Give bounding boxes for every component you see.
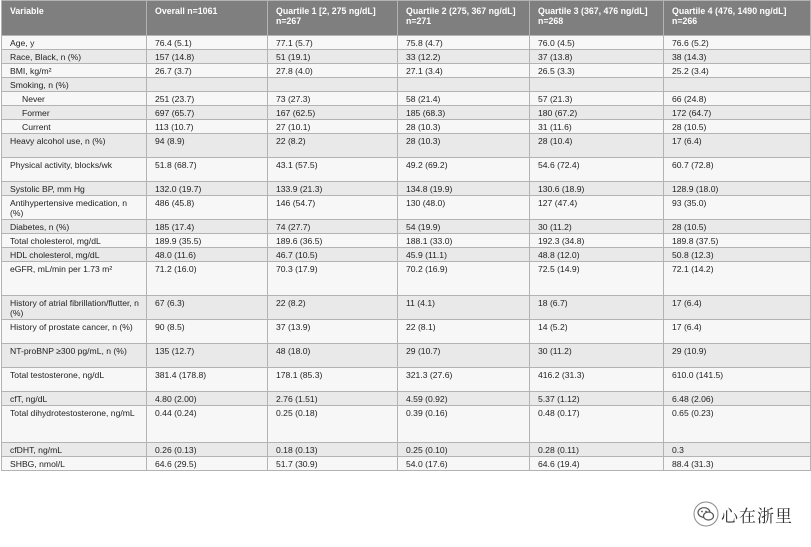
table-row-race-black xyxy=(2,50,811,64)
cell-quartile-4: 17 (6.4) xyxy=(664,320,811,344)
cell-overall: 486 (45.8) xyxy=(147,196,268,220)
cell-quartile-4: 0.3 xyxy=(664,443,811,457)
cell-overall: 48.0 (11.6) xyxy=(147,248,268,262)
cell-quartile-1: 43.1 (57.5) xyxy=(268,158,398,182)
cell-quartile-2 xyxy=(398,78,530,92)
cell-quartile-2: 45.9 (11.1) xyxy=(398,248,530,262)
cell-quartile-3: 57 (21.3) xyxy=(530,92,664,106)
cell-quartile-1: 37 (13.9) xyxy=(268,320,398,344)
cell-overall: 64.6 (29.5) xyxy=(147,457,268,471)
cell-quartile-3: 130.6 (18.9) xyxy=(530,182,664,196)
cell-quartile-2: 54.0 (17.6) xyxy=(398,457,530,471)
table-row-prostate-cancer xyxy=(2,320,811,344)
cell-quartile-2: 185 (68.3) xyxy=(398,106,530,120)
cell-quartile-3: 180 (67.2) xyxy=(530,106,664,120)
cell-quartile-4 xyxy=(664,78,811,92)
header-quartile-3: Quartile 3 (367, 476 ng/dL] n=268 xyxy=(530,1,664,36)
cell-overall xyxy=(147,78,268,92)
cell-quartile-1 xyxy=(268,78,398,92)
cell-quartile-1: 46.7 (10.5) xyxy=(268,248,398,262)
cell-quartile-2: 11 (4.1) xyxy=(398,296,530,320)
watermark-text: 心在浙里 xyxy=(721,506,793,527)
table-row-total-testosterone xyxy=(2,368,811,392)
row-label: cfDHT, ng/mL xyxy=(2,443,147,457)
cell-quartile-3: 18 (6.7) xyxy=(530,296,664,320)
cell-overall: 4.80 (2.00) xyxy=(147,392,268,406)
watermark xyxy=(693,500,809,528)
cell-quartile-4: 6.48 (2.06) xyxy=(664,392,811,406)
cell-quartile-3: 127 (47.4) xyxy=(530,196,664,220)
row-label: Race, Black, n (%) xyxy=(2,50,147,64)
cell-overall: 0.44 (0.24) xyxy=(147,406,268,443)
cell-quartile-1: 167 (62.5) xyxy=(268,106,398,120)
cell-quartile-2: 28 (10.3) xyxy=(398,134,530,158)
table-row-cft xyxy=(2,392,811,406)
row-label: Diabetes, n (%) xyxy=(2,220,147,234)
cell-quartile-3: 5.37 (1.12) xyxy=(530,392,664,406)
cell-quartile-4: 0.65 (0.23) xyxy=(664,406,811,443)
header-quartile-1: Quartile 1 [2, 275 ng/dL] n=267 xyxy=(268,1,398,36)
cell-quartile-1: 27 (10.1) xyxy=(268,120,398,134)
table-row-nt-probnp xyxy=(2,344,811,368)
cell-quartile-3 xyxy=(530,78,664,92)
cell-quartile-4: 28 (10.5) xyxy=(664,120,811,134)
cell-quartile-4: 17 (6.4) xyxy=(664,134,811,158)
cell-quartile-2: 22 (8.1) xyxy=(398,320,530,344)
wechat-logo-icon xyxy=(693,501,719,527)
cell-quartile-1: 189.6 (36.5) xyxy=(268,234,398,248)
table-row-heavy-alcohol xyxy=(2,134,811,158)
cell-overall: 90 (8.5) xyxy=(147,320,268,344)
cell-quartile-1: 27.8 (4.0) xyxy=(268,64,398,78)
cell-overall: 71.2 (16.0) xyxy=(147,262,268,296)
cell-quartile-1: 51 (19.1) xyxy=(268,50,398,64)
cell-overall: 94 (8.9) xyxy=(147,134,268,158)
baseline-characteristics-table xyxy=(1,0,811,471)
cell-quartile-3: 30 (11.2) xyxy=(530,220,664,234)
cell-quartile-2: 130 (48.0) xyxy=(398,196,530,220)
header-quartile-2: Quartile 2 (275, 367 ng/dL] n=271 xyxy=(398,1,530,36)
cell-quartile-4: 60.7 (72.8) xyxy=(664,158,811,182)
cell-quartile-1: 73 (27.3) xyxy=(268,92,398,106)
row-label: History of prostate cancer, n (%) xyxy=(2,320,147,344)
table-row-smoking xyxy=(2,78,811,92)
cell-quartile-4: 88.4 (31.3) xyxy=(664,457,811,471)
cell-quartile-2: 49.2 (69.2) xyxy=(398,158,530,182)
cell-quartile-3: 14 (5.2) xyxy=(530,320,664,344)
cell-overall: 157 (14.8) xyxy=(147,50,268,64)
cell-quartile-4: 72.1 (14.2) xyxy=(664,262,811,296)
cell-quartile-3: 30 (11.2) xyxy=(530,344,664,368)
row-label: NT-proBNP ≥300 pg/mL, n (%) xyxy=(2,344,147,368)
cell-quartile-3: 0.48 (0.17) xyxy=(530,406,664,443)
cell-quartile-1: 51.7 (30.9) xyxy=(268,457,398,471)
table-row-cfdht xyxy=(2,443,811,457)
cell-quartile-4: 189.8 (37.5) xyxy=(664,234,811,248)
cell-quartile-4: 50.8 (12.3) xyxy=(664,248,811,262)
row-label: cfT, ng/dL xyxy=(2,392,147,406)
cell-quartile-1: 146 (54.7) xyxy=(268,196,398,220)
cell-quartile-2: 134.8 (19.9) xyxy=(398,182,530,196)
cell-overall: 185 (17.4) xyxy=(147,220,268,234)
table-row-egfr xyxy=(2,262,811,296)
cell-quartile-1: 48 (18.0) xyxy=(268,344,398,368)
row-label: Never xyxy=(2,92,147,106)
cell-quartile-3: 48.8 (12.0) xyxy=(530,248,664,262)
row-label: Current xyxy=(2,120,147,134)
cell-overall: 113 (10.7) xyxy=(147,120,268,134)
cell-overall: 26.7 (3.7) xyxy=(147,64,268,78)
cell-overall: 189.9 (35.5) xyxy=(147,234,268,248)
row-label: BMI, kg/m² xyxy=(2,64,147,78)
table-row-smoking-former xyxy=(2,106,811,120)
table-row-diabetes xyxy=(2,220,811,234)
cell-quartile-1: 0.18 (0.13) xyxy=(268,443,398,457)
header-variable: Variable xyxy=(2,1,147,36)
cell-quartile-2: 75.8 (4.7) xyxy=(398,36,530,50)
cell-quartile-1: 0.25 (0.18) xyxy=(268,406,398,443)
table-row-total-dht xyxy=(2,406,811,443)
table-row-physical-activity xyxy=(2,158,811,182)
row-label: Physical activity, blocks/wk xyxy=(2,158,147,182)
cell-quartile-2: 29 (10.7) xyxy=(398,344,530,368)
table-row-atrial-fibrillation xyxy=(2,296,811,320)
table-row-smoking-current xyxy=(2,120,811,134)
header-overall: Overall n=1061 xyxy=(147,1,268,36)
cell-quartile-3: 37 (13.8) xyxy=(530,50,664,64)
row-label: Smoking, n (%) xyxy=(2,78,147,92)
cell-quartile-3: 26.5 (3.3) xyxy=(530,64,664,78)
cell-quartile-2: 188.1 (33.0) xyxy=(398,234,530,248)
cell-overall: 135 (12.7) xyxy=(147,344,268,368)
row-label: eGFR, mL/min per 1.73 m² xyxy=(2,262,147,296)
table-row-age xyxy=(2,36,811,50)
row-label: HDL cholesterol, mg/dL xyxy=(2,248,147,262)
table-row-antihypertensive xyxy=(2,196,811,220)
cell-quartile-3: 72.5 (14.9) xyxy=(530,262,664,296)
table-row-hdl-cholesterol xyxy=(2,248,811,262)
cell-quartile-4: 38 (14.3) xyxy=(664,50,811,64)
cell-quartile-2: 58 (21.4) xyxy=(398,92,530,106)
table-row-total-cholesterol xyxy=(2,234,811,248)
cell-quartile-1: 22 (8.2) xyxy=(268,296,398,320)
cell-quartile-2: 70.2 (16.9) xyxy=(398,262,530,296)
cell-quartile-4: 29 (10.9) xyxy=(664,344,811,368)
row-label: History of atrial fibrillation/flutter, n (%) xyxy=(2,296,147,320)
row-label: Total dihydrotestosterone, ng/mL xyxy=(2,406,147,443)
cell-quartile-4: 66 (24.8) xyxy=(664,92,811,106)
cell-quartile-1: 133.9 (21.3) xyxy=(268,182,398,196)
cell-overall: 67 (6.3) xyxy=(147,296,268,320)
row-label: Systolic BP, mm Hg xyxy=(2,182,147,196)
row-label: Former xyxy=(2,106,147,120)
row-label: Antihypertensive medication, n (%) xyxy=(2,196,147,220)
cell-quartile-4: 76.6 (5.2) xyxy=(664,36,811,50)
header-quartile-4: Quartile 4 (476, 1490 ng/dL] n=266 xyxy=(664,1,811,36)
table-row-bmi xyxy=(2,64,811,78)
row-label: Total testosterone, ng/dL xyxy=(2,368,147,392)
cell-quartile-3: 64.6 (19.4) xyxy=(530,457,664,471)
row-label: SHBG, nmol/L xyxy=(2,457,147,471)
cell-quartile-3: 28 (10.4) xyxy=(530,134,664,158)
row-label: Total cholesterol, mg/dL xyxy=(2,234,147,248)
cell-quartile-4: 610.0 (141.5) xyxy=(664,368,811,392)
cell-quartile-2: 28 (10.3) xyxy=(398,120,530,134)
cell-quartile-1: 178.1 (85.3) xyxy=(268,368,398,392)
cell-quartile-4: 93 (35.0) xyxy=(664,196,811,220)
cell-overall: 132.0 (19.7) xyxy=(147,182,268,196)
cell-overall: 0.26 (0.13) xyxy=(147,443,268,457)
cell-quartile-2: 0.25 (0.10) xyxy=(398,443,530,457)
cell-quartile-2: 33 (12.2) xyxy=(398,50,530,64)
cell-quartile-2: 54 (19.9) xyxy=(398,220,530,234)
cell-quartile-2: 4.59 (0.92) xyxy=(398,392,530,406)
cell-overall: 697 (65.7) xyxy=(147,106,268,120)
cell-overall: 51.8 (68.7) xyxy=(147,158,268,182)
table-header xyxy=(2,1,811,36)
cell-quartile-1: 22 (8.2) xyxy=(268,134,398,158)
cell-quartile-3: 76.0 (4.5) xyxy=(530,36,664,50)
cell-quartile-3: 192.3 (34.8) xyxy=(530,234,664,248)
cell-overall: 381.4 (178.8) xyxy=(147,368,268,392)
header-row xyxy=(2,1,811,36)
cell-quartile-3: 54.6 (72.4) xyxy=(530,158,664,182)
cell-quartile-2: 321.3 (27.6) xyxy=(398,368,530,392)
cell-quartile-4: 172 (64.7) xyxy=(664,106,811,120)
cell-quartile-3: 31 (11.6) xyxy=(530,120,664,134)
cell-quartile-3: 416.2 (31.3) xyxy=(530,368,664,392)
row-label: Age, y xyxy=(2,36,147,50)
cell-quartile-3: 0.28 (0.11) xyxy=(530,443,664,457)
table-row-smoking-never xyxy=(2,92,811,106)
cell-quartile-1: 74 (27.7) xyxy=(268,220,398,234)
table-row-systolic-bp xyxy=(2,182,811,196)
cell-quartile-4: 28 (10.5) xyxy=(664,220,811,234)
cell-quartile-1: 70.3 (17.9) xyxy=(268,262,398,296)
cell-quartile-4: 17 (6.4) xyxy=(664,296,811,320)
cell-quartile-1: 2.76 (1.51) xyxy=(268,392,398,406)
table-body xyxy=(2,36,811,471)
cell-overall: 251 (23.7) xyxy=(147,92,268,106)
cell-overall: 76.4 (5.1) xyxy=(147,36,268,50)
cell-quartile-1: 77.1 (5.7) xyxy=(268,36,398,50)
cell-quartile-2: 27.1 (3.4) xyxy=(398,64,530,78)
cell-quartile-4: 25.2 (3.4) xyxy=(664,64,811,78)
cell-quartile-2: 0.39 (0.16) xyxy=(398,406,530,443)
table-row-shbg xyxy=(2,457,811,471)
cell-quartile-4: 128.9 (18.0) xyxy=(664,182,811,196)
row-label: Heavy alcohol use, n (%) xyxy=(2,134,147,158)
